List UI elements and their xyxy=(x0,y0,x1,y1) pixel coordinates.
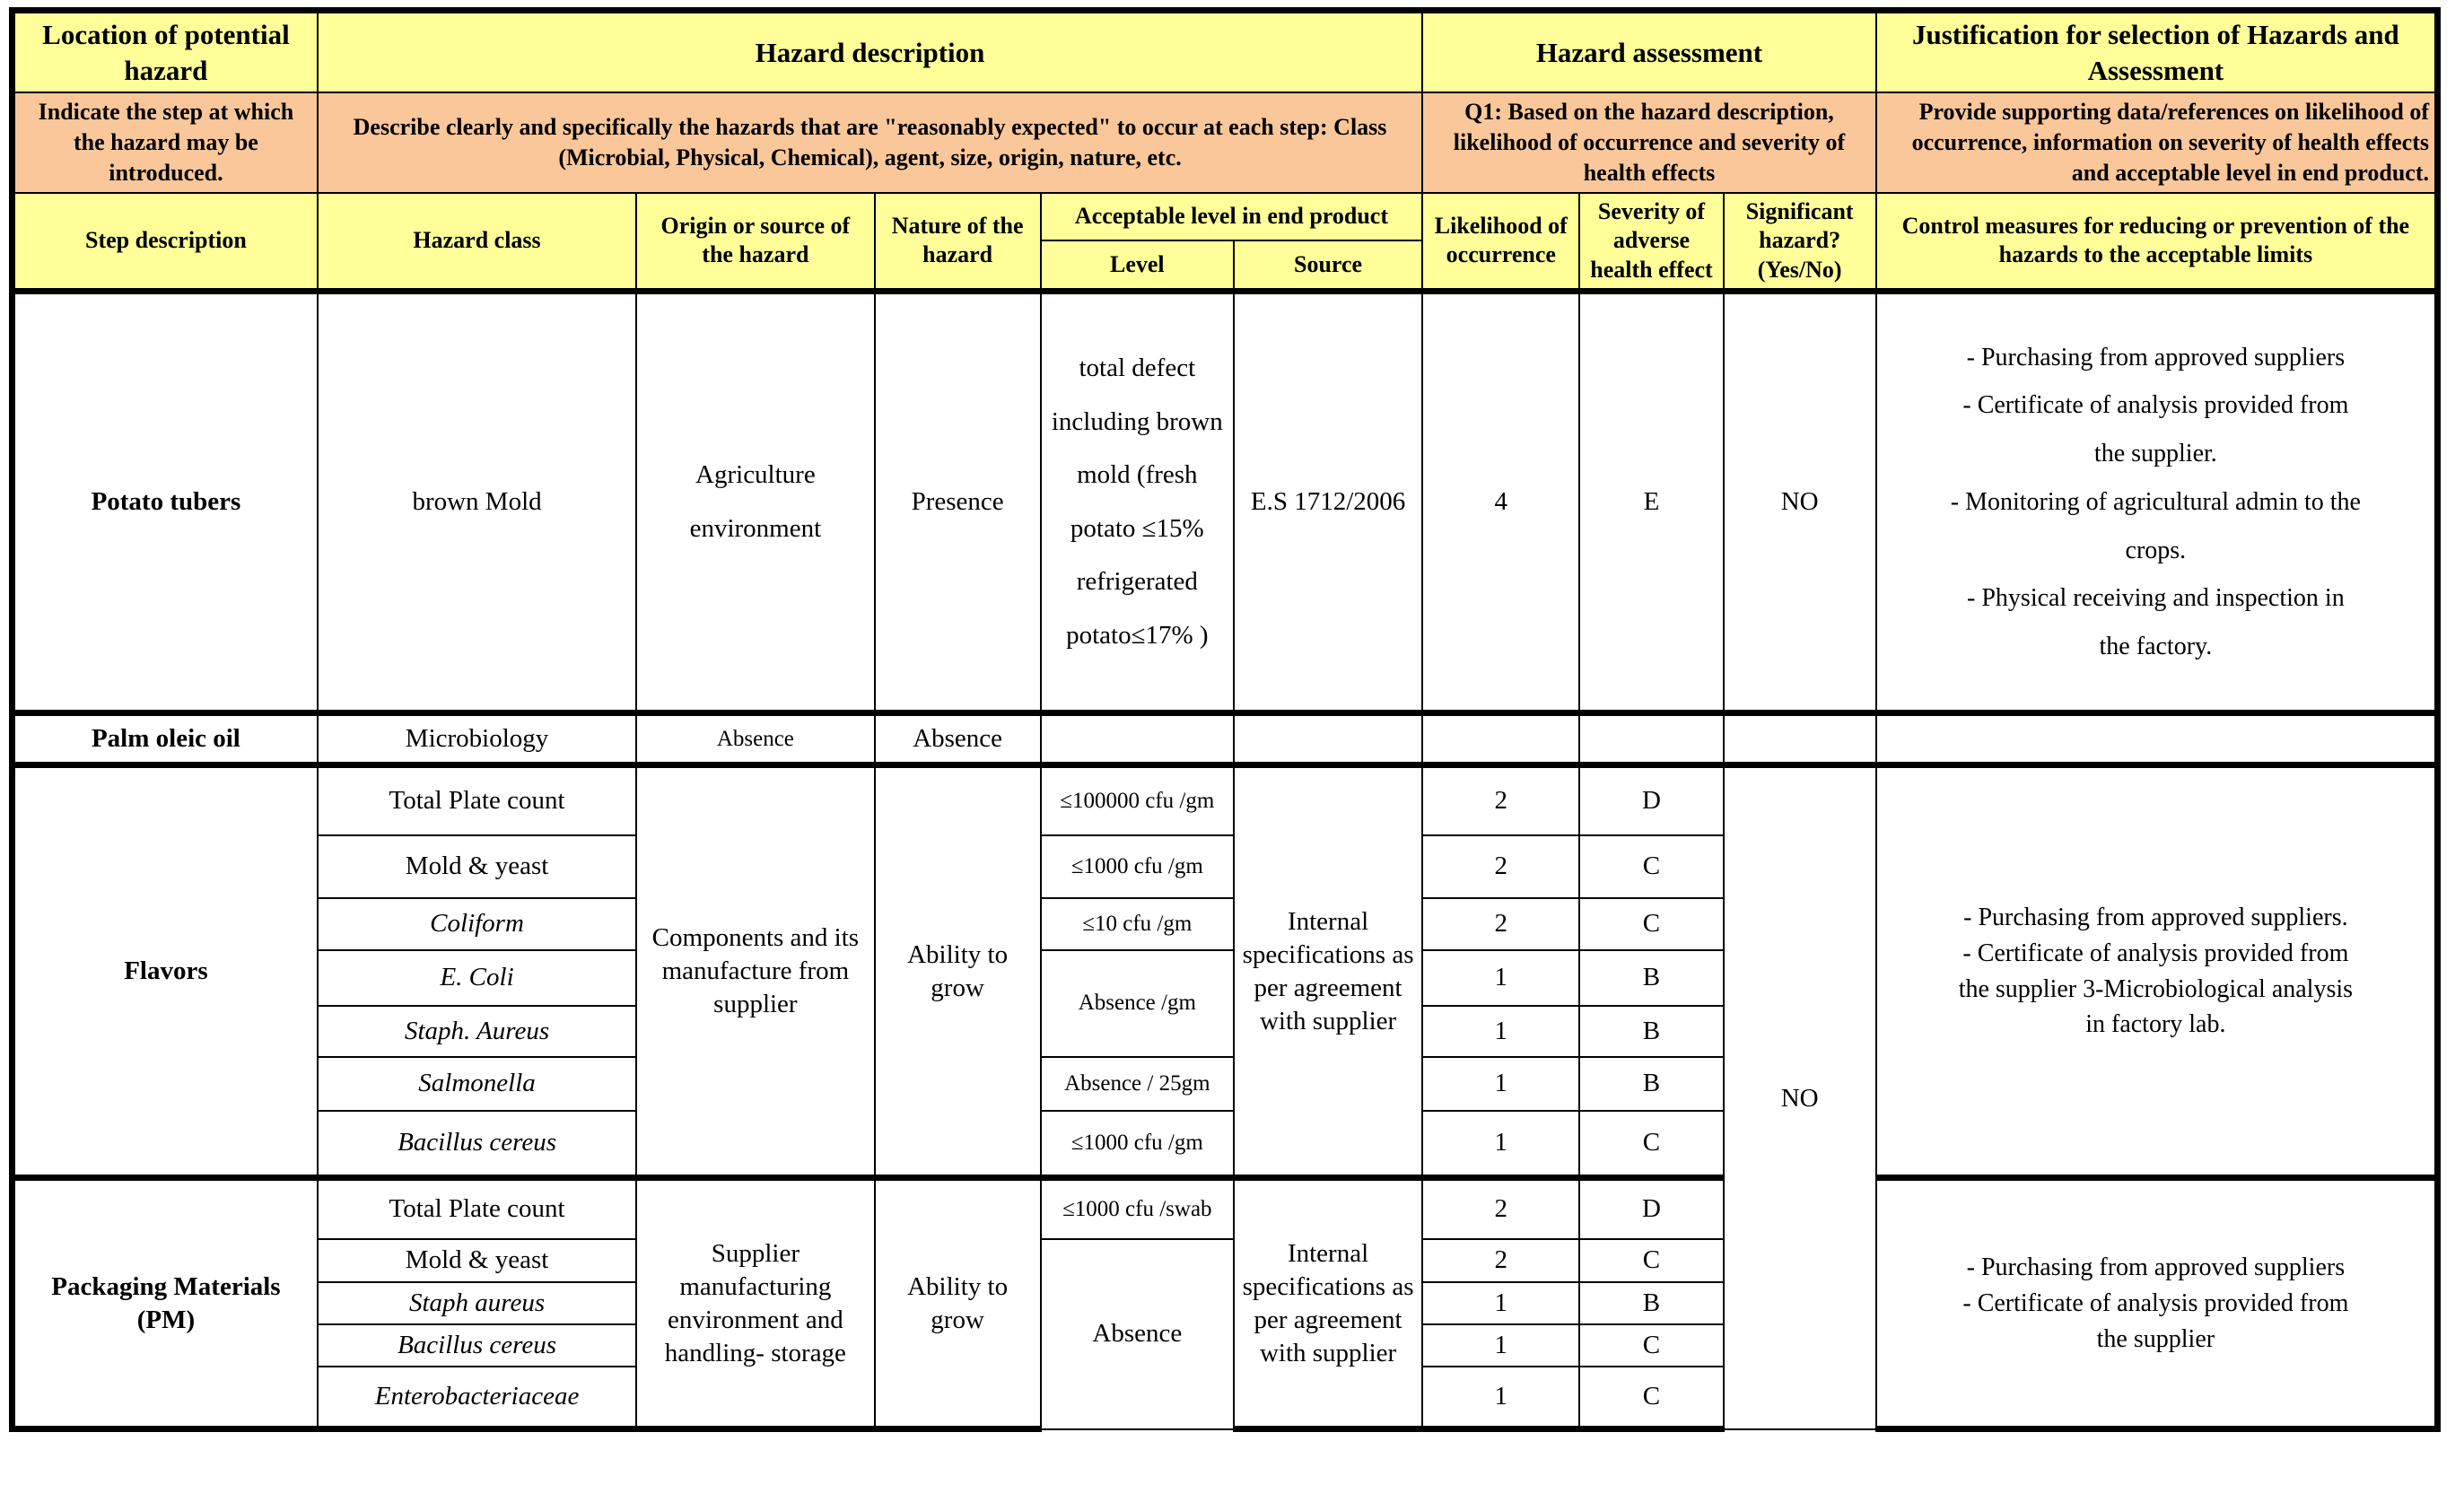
cell-likelihood-packaging-1: 2 xyxy=(1422,1178,1579,1239)
hazard-analysis-table xyxy=(9,7,2441,1432)
cell-step-potato: Potato tubers xyxy=(13,292,318,713)
cell-origin-potato: Agriculture environment xyxy=(636,292,874,713)
control-line: the supplier xyxy=(2096,1324,2215,1353)
cell-severity-flavors-7: C xyxy=(1579,1111,1723,1178)
col-origin-of-hazard: Origin or source of the hazard xyxy=(636,193,874,292)
cell-severity-packaging-5: C xyxy=(1579,1367,1723,1429)
cell-level-flavors-1: ≤100000 cfu /gm xyxy=(1041,765,1234,835)
col-likelihood-of-occurrence: Likelihood of occurrence xyxy=(1422,193,1579,292)
cell-source-flavors: Internal specifications as per agreement with supplier xyxy=(1234,765,1422,1178)
cell-likelihood-flavors-3: 2 xyxy=(1422,898,1579,950)
cell-likelihood-potato: 4 xyxy=(1422,292,1579,713)
cell-likelihood-flavors-4: 1 xyxy=(1422,950,1579,1006)
cell-hazard-packaging-2: Mold & yeast xyxy=(318,1239,636,1282)
cell-severity-packaging-4: C xyxy=(1579,1324,1723,1367)
cell-severity-palm xyxy=(1579,713,1723,765)
header-band-row-3a xyxy=(13,193,2438,240)
control-line: in factory lab. xyxy=(2085,1010,2226,1039)
cell-hazard-packaging-3: Staph aureus xyxy=(318,1282,636,1324)
cell-level-flavors-4: Absence /gm xyxy=(1041,950,1234,1057)
cell-level-potato: total defect including brown mold (fresh potato ≤15% refrigerated potato≤17% ) xyxy=(1041,292,1234,713)
col-level: Level xyxy=(1041,240,1234,292)
control-line: the factory. xyxy=(2099,633,2213,661)
control-line: - Purchasing from approved suppliers xyxy=(1966,1253,2346,1282)
col-significant-hazard: Significant hazard? (Yes/No) xyxy=(1724,193,1876,292)
cell-likelihood-packaging-2: 2 xyxy=(1422,1239,1579,1282)
header-hazard-description: Hazard description xyxy=(318,11,1422,93)
header-note-description: Describe clearly and specifically the hazards that are "reasonably expected" to occur at each step: Class (Microbial, Physical, Chemical), agent, size, origin, nature, etc. xyxy=(318,92,1422,192)
cell-level-flavors-3: ≤10 cfu /gm xyxy=(1041,898,1234,950)
cell-source-potato: E.S 1712/2006 xyxy=(1234,292,1422,713)
cell-hazard-packaging-1: Total Plate count xyxy=(318,1178,636,1239)
cell-source-packaging: Internal specifications as per agreement with supplier xyxy=(1234,1178,1422,1429)
header-band-row-1 xyxy=(13,11,2438,93)
cell-likelihood-flavors-6: 1 xyxy=(1422,1057,1579,1111)
table-row-flavors-1 xyxy=(13,765,2438,835)
cell-control-packaging xyxy=(1876,1178,2438,1429)
table-row-packaging-1 xyxy=(13,1178,2438,1239)
col-control-measures: Control measures for reducing or prevention of the hazards to the acceptable limits xyxy=(1876,193,2438,292)
cell-likelihood-packaging-3: 1 xyxy=(1422,1282,1579,1324)
cell-level-flavors-2: ≤1000 cfu /gm xyxy=(1041,835,1234,898)
cell-control-flavors xyxy=(1876,765,2438,1178)
cell-severity-flavors-5: B xyxy=(1579,1006,1723,1057)
cell-severity-packaging-2: C xyxy=(1579,1239,1723,1282)
col-source: Source xyxy=(1234,240,1422,292)
cell-severity-packaging-3: B xyxy=(1579,1282,1723,1324)
cell-likelihood-palm xyxy=(1422,713,1579,765)
control-line: - Purchasing from approved suppliers. xyxy=(1963,904,2348,932)
cell-hazard-class-potato: brown Mold xyxy=(318,292,636,713)
cell-likelihood-flavors-2: 2 xyxy=(1422,835,1579,898)
header-note-location: Indicate the step at which the hazard may be introduced. xyxy=(13,92,318,192)
table-row-palm-oleic-oil xyxy=(13,713,2438,765)
col-nature-of-hazard: Nature of the hazard xyxy=(875,193,1041,292)
cell-likelihood-flavors-1: 2 xyxy=(1422,765,1579,835)
header-band-row-2 xyxy=(13,92,2438,192)
header-note-assessment: Q1: Based on the hazard description, likelihood of occurrence and severity of health effects xyxy=(1422,92,1876,192)
cell-origin-flavors: Components and its manufacture from supplier xyxy=(636,765,874,1178)
header-location-of-potential-hazard: Location of potential hazard xyxy=(13,11,318,93)
cell-hazard-class-palm: Microbiology xyxy=(318,713,636,765)
cell-hazard-flavors-6: Salmonella xyxy=(318,1057,636,1111)
cell-level-packaging-2: Absence xyxy=(1041,1239,1234,1429)
cell-likelihood-packaging-4: 1 xyxy=(1422,1324,1579,1367)
cell-nature-packaging: Ability to grow xyxy=(875,1178,1041,1429)
cell-step-palm: Palm oleic oil xyxy=(13,713,318,765)
header-justification: Justification for selection of Hazards and Assessment xyxy=(1876,11,2438,93)
cell-origin-packaging: Supplier manufacturing environment and handling- storage xyxy=(636,1178,874,1429)
cell-severity-potato: E xyxy=(1579,292,1723,713)
cell-likelihood-packaging-5: 1 xyxy=(1422,1367,1579,1429)
col-acceptable-level: Acceptable level in end product xyxy=(1041,193,1423,240)
cell-significant-flavors-packaging: NO xyxy=(1724,765,1876,1429)
cell-severity-flavors-4: B xyxy=(1579,950,1723,1006)
control-line: - Physical receiving and inspection in xyxy=(1967,584,2345,613)
cell-likelihood-flavors-7: 1 xyxy=(1422,1111,1579,1178)
control-line: - Certificate of analysis provided from xyxy=(1962,1288,2349,1317)
cell-hazard-flavors-2: Mold & yeast xyxy=(318,835,636,898)
cell-origin-palm: Absence xyxy=(636,713,874,765)
control-line: the supplier. xyxy=(2093,440,2217,468)
cell-step-packaging: Packaging Materials (PM) xyxy=(13,1178,318,1429)
cell-severity-flavors-6: B xyxy=(1579,1057,1723,1111)
cell-nature-flavors: Ability to grow xyxy=(875,765,1041,1178)
cell-hazard-flavors-3: Coliform xyxy=(318,898,636,950)
control-line: - Certificate of analysis provided from xyxy=(1962,939,2349,967)
cell-significant-palm xyxy=(1724,713,1876,765)
control-line: - Monitoring of agricultural admin to the xyxy=(1950,487,2361,516)
cell-step-flavors: Flavors xyxy=(13,765,318,1178)
header-note-justification: Provide supporting data/references on likelihood of occurrence, information on severity of health effects and acceptable level in end product. xyxy=(1876,92,2438,192)
control-line: - Purchasing from approved suppliers xyxy=(1966,343,2346,371)
cell-likelihood-flavors-5: 1 xyxy=(1422,1006,1579,1057)
cell-hazard-flavors-1: Total Plate count xyxy=(318,765,636,835)
col-severity-of-adverse-health-effect: Severity of adverse health effect xyxy=(1579,193,1723,292)
col-step-description: Step description xyxy=(13,193,318,292)
cell-severity-flavors-1: D xyxy=(1579,765,1723,835)
cell-level-palm xyxy=(1041,713,1234,765)
cell-hazard-packaging-5: Enterobacteriaceae xyxy=(318,1367,636,1429)
cell-nature-potato: Presence xyxy=(875,292,1041,713)
cell-severity-packaging-1: D xyxy=(1579,1178,1723,1239)
table-row-potato-tubers xyxy=(13,292,2438,713)
cell-nature-palm: Absence xyxy=(875,713,1041,765)
cell-level-packaging-1: ≤1000 cfu /swab xyxy=(1041,1178,1234,1239)
cell-severity-flavors-3: C xyxy=(1579,898,1723,950)
cell-control-potato xyxy=(1876,292,2438,713)
cell-control-palm xyxy=(1876,713,2438,765)
control-line: crops. xyxy=(2125,536,2187,564)
cell-level-flavors-7: ≤1000 cfu /gm xyxy=(1041,1111,1234,1178)
cell-hazard-flavors-7: Bacillus cereus xyxy=(318,1111,636,1178)
col-hazard-class: Hazard class xyxy=(318,193,636,292)
cell-hazard-flavors-5: Staph. Aureus xyxy=(318,1006,636,1057)
header-hazard-assessment: Hazard assessment xyxy=(1422,11,1876,93)
control-line: - Certificate of analysis provided from xyxy=(1962,391,2349,420)
cell-significant-potato: NO xyxy=(1724,292,1876,713)
cell-hazard-packaging-4: Bacillus cereus xyxy=(318,1324,636,1367)
cell-hazard-flavors-4: E. Coli xyxy=(318,950,636,1006)
control-line: the supplier 3-Microbiological analysis xyxy=(1958,974,2354,1003)
cell-source-palm xyxy=(1234,713,1422,765)
cell-severity-flavors-2: C xyxy=(1579,835,1723,898)
cell-level-flavors-6: Absence / 25gm xyxy=(1041,1057,1234,1111)
